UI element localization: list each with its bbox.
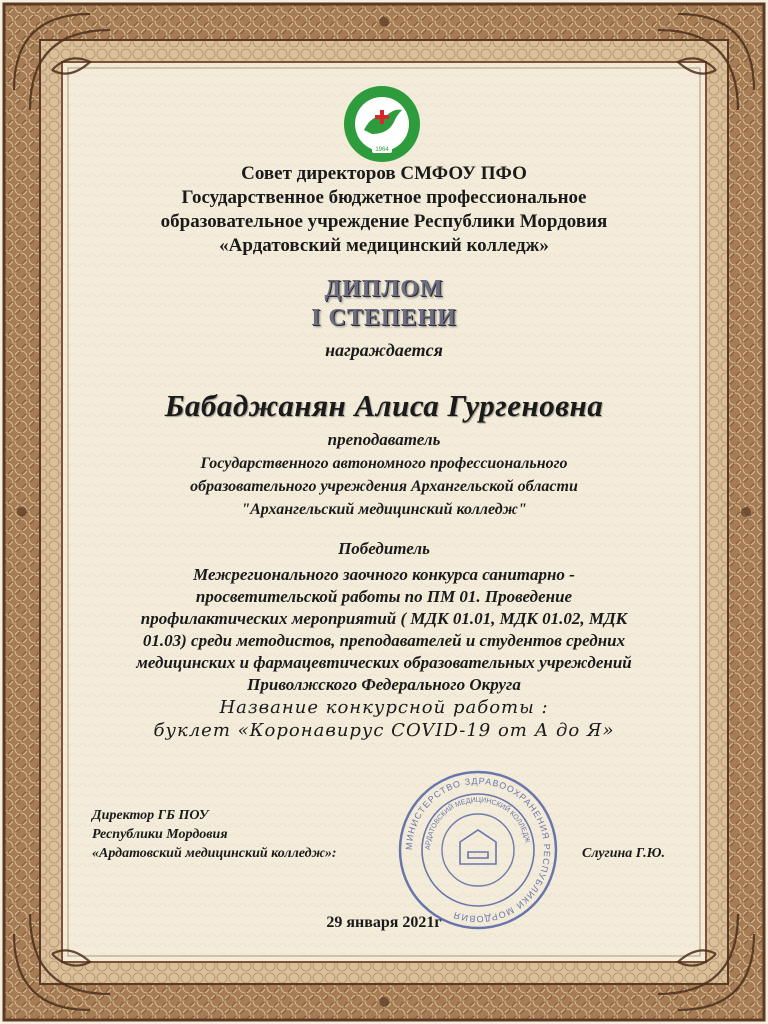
header-line-1: Совет директоров СМФОУ ПФО	[241, 163, 527, 184]
header-line-4: «Ардатовский медицинский колледж»	[219, 235, 549, 256]
official-stamp	[396, 768, 560, 932]
signatory-name: Слугина Г.Ю.	[582, 846, 665, 861]
work-title: буклет «Коронавирус COVID-19 от А до Я»	[153, 720, 615, 741]
recipient-position: преподаватель	[327, 430, 441, 449]
svg-text:АРДАТОВСКИЙ МЕДИЦИНСКИЙ КОЛЛЕД	[425, 797, 531, 850]
contest-line-6: Приволжского Федерального Округа	[247, 675, 521, 694]
contest-line-1: Межрегионального заочного конкурса санитарно -	[193, 565, 575, 584]
signature-line-2: Республики Мордовия	[92, 827, 228, 842]
contest-line-3: профилактических мероприятий ( МДК 01.01, МДК 01.02, МДК	[140, 609, 628, 628]
work-label: Название конкурсной работы :	[219, 697, 549, 718]
header-line-3: образовательное учреждение Республики Мордовия	[160, 211, 608, 232]
logo-year: 1964	[375, 147, 389, 153]
issue-date: 29 января 2021г	[326, 914, 442, 931]
diploma-degree: I СТЕПЕНИ	[311, 305, 457, 331]
signature-line-3: «Ардатовский медицинский колледж»:	[92, 846, 337, 861]
awarded-text: награждается	[325, 340, 443, 360]
contest-line-4: 01.03) среди методистов, преподавателей и студентов средних	[142, 631, 626, 650]
contest-line-2: просветительской работы по ПМ 01. Проведение	[195, 587, 573, 606]
stamp-inner-text: АРДАТОВСКИЙ МЕДИЦИНСКИЙ КОЛЛЕДЖ	[424, 796, 531, 851]
contest-line-5: медицинских и фармацевтических образовательных учреждений	[136, 653, 632, 672]
diploma-title: ДИПЛОМ	[324, 276, 444, 302]
stamp-outer-text: МИНИСТЕРСТВО ЗДРАВООХРАНЕНИЯ РЕСПУБЛИКИ МОРДОВИЯ	[403, 775, 553, 925]
stamp-emblem-icon	[460, 830, 496, 864]
recipient-org-line-2: образовательного учреждения Архангельской области	[190, 478, 578, 495]
recipient-org-line-1: Государственного автономного профессионального	[200, 455, 568, 472]
college-logo	[342, 84, 422, 164]
header-line-2: Государственное бюджетное профессиональное	[181, 187, 587, 208]
winner-label: Победитель	[338, 539, 430, 558]
signature-line-1: Директор ГБ ПОУ	[92, 808, 209, 823]
recipient-name: Бабаджанян Алиса Гургеновна	[164, 388, 604, 423]
recipient-org-line-3: "Архангельский медицинский колледж"	[241, 501, 527, 518]
